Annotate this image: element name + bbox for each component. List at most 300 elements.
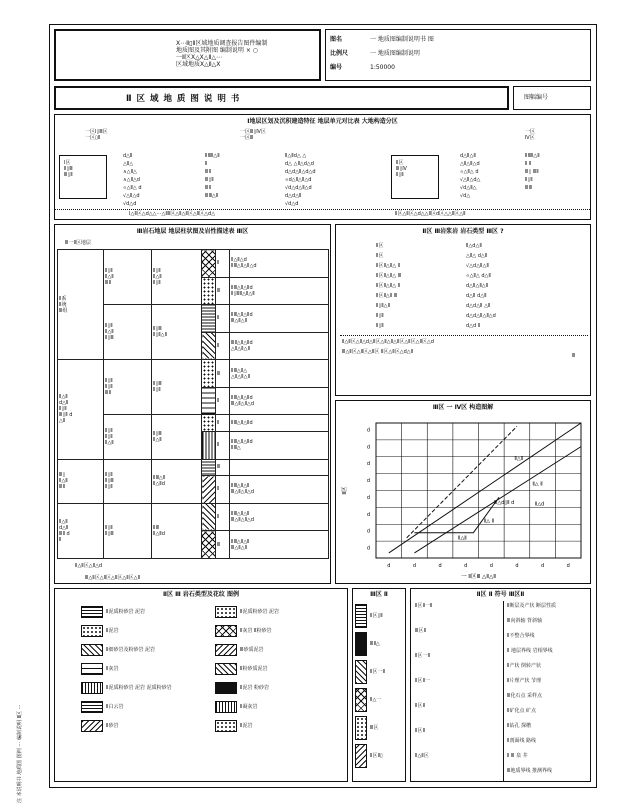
unit-code: Ⅲ: [217, 287, 221, 294]
lithology-swatch: [81, 644, 103, 656]
table-row: [58, 360, 329, 388]
col-head: 一区Ⅰ▯Ⅲ区: [85, 129, 108, 135]
legend-label: Ⅱ灰岩 Ⅱ粉砂岩: [240, 627, 272, 634]
unit-code-cell: [216, 277, 230, 305]
legend-item: [215, 659, 345, 678]
strat-title: Ⅲ岩石地层 地层柱状图及岩性描述表 Ⅲ区: [136, 228, 249, 235]
mark-description: Ⅱ钻孔 探槽: [507, 723, 532, 729]
unit-code-cell: [216, 250, 230, 278]
lithology-swatch: [215, 682, 237, 694]
strat-panel: [54, 224, 331, 584]
formation-name: Ⅱ▯Ⅱ Ⅱ▯Ⅱ ⅢⅡ: [105, 378, 113, 397]
mark-description: Ⅲ向斜轴 背斜轴: [507, 618, 543, 624]
formation-name: Ⅱ▯Ⅱ Ⅱ△Ⅱ ⅢⅡ: [105, 268, 114, 287]
unit-entry: ⅢⅢ△Ⅱ: [205, 193, 219, 199]
list-item: [376, 283, 576, 293]
unit-entry: Ⅲ▯Ⅱ: [205, 177, 214, 183]
y-tick-label: d: [366, 427, 370, 434]
col-head: 一区Ⅲ▯Ⅳ区: [240, 129, 266, 135]
lithology-pattern: [202, 387, 216, 415]
discrimination-chart: [336, 415, 592, 583]
legend-label: Ⅱ泥质粉砂岩 泥岩 泥质粉砂岩: [106, 684, 172, 691]
description-text: ⅡⅢ△Ⅱ△Ⅱ Ⅲ△Ⅱ△Ⅱ△d: [231, 511, 255, 523]
unit-entry: ∧△Ⅱ△: [123, 169, 137, 175]
description-text: ⅡⅢ△Ⅱ△ △Ⅱ△Ⅱ△Ⅱ: [231, 367, 250, 380]
member-name: Ⅱ▯Ⅲ Ⅱ▯Ⅱ: [153, 381, 162, 394]
mark-description: Ⅱ剖面线 路线: [507, 738, 537, 744]
unit-code-cell: [216, 432, 230, 460]
group-name: Ⅱ△Ⅱ d△Ⅱ ⅢⅡ d Ⅱ: [59, 518, 70, 543]
formation-cell: [104, 459, 152, 503]
legend-marks-left: [415, 603, 475, 778]
unit-code-cell: [216, 415, 230, 432]
y-tick-label: d: [366, 511, 370, 518]
lithology-swatch: [81, 682, 103, 694]
unit-code: Ⅱ: [217, 486, 220, 493]
formation-name: Ⅱ▯Ⅱ Ⅱ△Ⅱ Ⅱ▯Ⅲ: [105, 323, 114, 342]
rock-label: Ⅱ▯Ⅱ△Ⅱ: [376, 303, 390, 309]
description-cell: [230, 531, 329, 559]
lithology-pattern: [202, 432, 216, 460]
legend-symbols-title: Ⅲ区 Ⅱ: [370, 591, 388, 598]
unit-entry: Ⅱ Ⅱ: [525, 161, 532, 167]
lithology-pattern: [202, 250, 216, 278]
lithology-pattern: [202, 415, 216, 432]
header-title-block: [54, 29, 321, 81]
rock-label: Ⅱ区Ⅱ△Ⅱ△ Ⅲ: [376, 273, 402, 279]
unit-code-cell: [216, 531, 230, 559]
group-name-cell: [58, 250, 104, 360]
zone-line: Ⅰ区: [64, 160, 71, 166]
description-text: ⅡⅢ△Ⅱ△Ⅱ Ⅲ△Ⅱ△Ⅱ△d: [231, 483, 255, 496]
x-tick-label: d: [464, 563, 468, 569]
description-text: ⅡⅢ△Ⅱ△Ⅱd Ⅲ△Ⅱ△Ⅱ△d: [231, 395, 255, 408]
y-tick-label: d: [366, 528, 370, 535]
unit-code: Ⅱ: [217, 343, 220, 350]
unit-code: Ⅲ: [217, 541, 221, 548]
x-tick-label: d: [540, 563, 545, 569]
legend-marks: [410, 588, 591, 782]
unit-entry: √d△: [460, 193, 471, 199]
rock-label: Ⅱ▯Ⅱ: [376, 313, 384, 319]
member-name: Ⅱ▯Ⅲ Ⅱ△Ⅱ: [153, 431, 162, 444]
col-head: 一区▯Ⅱ: [85, 135, 101, 141]
formation-cell: [104, 305, 152, 360]
strat-sub: Ⅲ一Ⅱ区地层: [65, 240, 91, 246]
member-name: Ⅱ▯Ⅱ Ⅱ△Ⅱ Ⅱ▯Ⅱ: [153, 268, 162, 287]
description-cell: [230, 305, 329, 333]
rock-value: △Ⅱ△ d△Ⅱ: [466, 253, 488, 259]
unit-entry: d△ △Ⅱ△d△d: [285, 161, 314, 167]
legend-label: Ⅱ灰岩: [106, 665, 119, 672]
header-line: Ⅹ⋯Ⅱ▯Ⅱ区域地质调查报告图件编制: [176, 40, 268, 47]
unit-entry: √d△d: [123, 201, 137, 207]
x-tick-label: d: [489, 563, 493, 569]
formation-name: Ⅱ▯Ⅱ Ⅱ▯Ⅲ Ⅱ▯Ⅱ: [105, 472, 114, 491]
unit-entry: √d△d△Ⅱ△d: [285, 185, 312, 191]
rock-value: d△Ⅱ△Ⅱ△Ⅱ: [466, 283, 489, 289]
legend-label: Ⅱ△一: [370, 697, 382, 703]
chart-annotation: Ⅱ△Ⅱ: [458, 535, 467, 542]
mark-description: Ⅱ片理产状 节理: [507, 678, 542, 684]
legend-label: Ⅱ白云岩: [106, 703, 124, 710]
list-item: [376, 273, 576, 283]
description-text: ⅡⅢ△Ⅱ△Ⅱ Ⅲ△Ⅱ△Ⅱ: [231, 538, 250, 551]
zone-line: Ⅱ区: [396, 160, 404, 166]
y-axis-label: Ⅱ区: [342, 486, 348, 495]
legend-item: [81, 716, 211, 735]
strat-table: [57, 249, 329, 559]
rock-value: d△d△Ⅱ △Ⅱ: [466, 303, 491, 309]
legend-label: Ⅱ区一Ⅱ: [370, 669, 385, 675]
rock-value: d△Ⅱ d△Ⅱ: [466, 293, 487, 299]
description-cell: [230, 415, 329, 432]
lithology-swatch: [215, 701, 237, 713]
mark-description: Ⅲ地质界线 推测界线: [507, 768, 553, 774]
group-name-cell: [58, 459, 104, 503]
symbol-swatch: [355, 716, 367, 740]
list-item: [376, 253, 576, 263]
description-cell: [230, 250, 329, 278]
member-cell: [152, 360, 202, 415]
unit-entry: √d△d: [285, 201, 299, 207]
formation-cell: [104, 360, 152, 415]
legend-item: [81, 697, 211, 716]
zone-line: Ⅲ▯Ⅱ: [64, 172, 73, 178]
rock-label: Ⅱ区Ⅱ△Ⅱ△ Ⅱ: [376, 283, 401, 289]
unit-entry: √d△Ⅱ△: [460, 185, 477, 191]
unit-entry: ∝△Ⅱ△ d: [460, 169, 479, 175]
list-item: [376, 313, 576, 323]
unit-code-cell: [216, 360, 230, 388]
info-key: 编号: [330, 64, 343, 71]
upper-foot-left: Ⅰ△Ⅱ区△d△△⋯△ⅡⅡ区△Ⅱ△Ⅱ区△Ⅱ区△d△: [129, 211, 216, 217]
legend-lithology: [54, 588, 348, 782]
chart-panel: [335, 400, 591, 584]
unit-entry: √△Ⅱ△d△: [460, 177, 481, 183]
lithology-swatch: [215, 720, 237, 732]
lithology-swatch: [215, 644, 237, 656]
rock-title: Ⅱ区 Ⅲ岩浆岩 岩石类型 Ⅲ区 ?: [422, 228, 504, 235]
formation-cell: [104, 250, 152, 305]
legend-item: [215, 602, 345, 621]
mark-label: Ⅱ区Ⅱ: [415, 728, 425, 734]
series-line-0: [389, 423, 581, 553]
legend-marks-title: Ⅱ区 Ⅱ 符号 Ⅲ区Ⅱ: [476, 591, 525, 598]
chart-annotation: Ⅱ△ Ⅱ: [532, 481, 543, 488]
legend-item: [81, 621, 211, 640]
unit-code: Ⅱ: [217, 514, 220, 520]
unit-entry: d△d△Ⅱ△d△d: [285, 169, 316, 175]
group-name: Ⅱ系 Ⅱ统 Ⅲ组: [59, 295, 68, 314]
legend-item: [355, 602, 405, 630]
lithology-pattern: [202, 332, 216, 360]
upper-foot-right: Ⅱ区△Ⅱ区△d△△Ⅱ区d区△△Ⅱ区△Ⅱ: [395, 211, 466, 217]
unit-entry: △Ⅱ△Ⅱ△d: [460, 161, 480, 167]
description-text: ⅡⅢ△Ⅱ△Ⅱd Ⅱ▯ⅢⅡ△Ⅱ△Ⅱ: [231, 284, 255, 297]
legend-item: [215, 716, 345, 735]
chart-annotation: Ⅲ△d▯Ⅱ d: [493, 500, 515, 506]
group-name-cell: [58, 503, 104, 558]
legend-label: Ⅱ砂岩: [106, 722, 119, 729]
formation-cell: [104, 415, 152, 459]
x-axis-label: 一 Ⅱ区Ⅲ △Ⅱ△Ⅱ: [461, 574, 496, 580]
legend-item: [215, 678, 345, 697]
unit-code: Ⅱ: [217, 260, 220, 267]
header-line: 一Ⅱ区Ⅹ△Ⅹ△Ⅱ△⋯: [176, 54, 222, 61]
unit-entry: Ⅲ▯ ⅢⅡ: [525, 169, 539, 175]
unit-column-4: [460, 153, 520, 201]
legend-item: [215, 621, 345, 640]
rock-label: Ⅱ▯Ⅱ: [376, 323, 384, 329]
y-tick-label: d: [366, 494, 370, 501]
unit-code-cell: [216, 305, 230, 333]
unit-code: Ⅱ: [217, 315, 220, 322]
legend-label: Ⅱ凝灰岩: [240, 703, 258, 710]
formation-name: Ⅱ▯Ⅱ Ⅱ▯Ⅲ: [105, 524, 114, 537]
mark-description: Ⅱ断层及产状 断层性质: [507, 603, 557, 609]
legend-item: [81, 640, 211, 659]
legend-item: [215, 697, 345, 716]
col-head: Ⅳ区: [525, 135, 535, 141]
chart-title: Ⅲ区 一 Ⅳ区 构造图解: [432, 404, 494, 411]
unit-code: Ⅱ: [217, 398, 220, 405]
legend-item: [215, 640, 345, 659]
legend-label: Ⅱ粉砂质泥岩: [240, 665, 268, 672]
legend-item: [81, 659, 211, 678]
list-item: [376, 293, 576, 303]
upper-panel: [54, 114, 591, 220]
mark-description: Ⅱ不整合界线: [507, 633, 535, 639]
unit-entry: ⅢⅡ: [205, 185, 211, 191]
unit-entry: ⅢⅡ: [205, 169, 211, 175]
x-tick-label: d: [438, 563, 442, 569]
x-tick-label: d: [515, 563, 519, 569]
info-value: 一 地质图编制说明书 图: [370, 36, 434, 43]
description-cell: [230, 277, 329, 305]
unit-entry: Ⅱ△Ⅱd△ △: [285, 153, 307, 159]
description-text: ⅡⅢ△Ⅱ△Ⅱd: [231, 420, 253, 427]
legend-item: [355, 630, 405, 658]
info-value: 一 地质图编制说明: [370, 50, 420, 57]
unit-column-5: [525, 153, 580, 193]
banner-title: Ⅱ 区 域 地 质 图 说 明 书: [126, 94, 241, 104]
description-text: ⅢⅡ△Ⅱ△Ⅱd △Ⅱ△Ⅱ△Ⅱ: [231, 340, 253, 353]
legend-symbols: [352, 588, 406, 782]
banner-right-label: 图幅编号: [524, 94, 549, 101]
description-cell: [230, 332, 329, 360]
table-row: [58, 250, 329, 278]
legend-item: [355, 742, 405, 770]
mark-description: Ⅱ产状 倒转产状: [507, 663, 542, 669]
description-text: ⅡⅢ△Ⅱ△Ⅱd Ⅲ△Ⅱ△Ⅱ: [231, 312, 253, 325]
symbol-swatch: [355, 632, 367, 656]
rock-value: Ⅱ△d△Ⅱ: [466, 243, 482, 249]
member-cell: [152, 503, 202, 558]
symbol-swatch: [355, 660, 367, 684]
legend-label: Ⅲ砂质泥岩: [240, 646, 264, 653]
description-text: ⅡⅢ△Ⅱ△Ⅱd ⅡⅢ△: [231, 439, 253, 452]
lithology-pattern: [202, 503, 216, 531]
x-tick-label: d: [387, 563, 391, 569]
col-head: 一区Ⅲ: [240, 135, 254, 141]
header-line: 区域地质Ⅹ△Ⅱ△Ⅹ: [176, 61, 221, 68]
chart-annotation: Ⅱ△Ⅱ: [514, 456, 524, 463]
lithology-pattern: [202, 531, 216, 559]
rock-panel: [335, 224, 591, 396]
x-tick-label: d: [566, 563, 570, 569]
legend-item: [355, 686, 405, 714]
unit-entry: ∧△Ⅱ△d: [123, 177, 140, 183]
y-tick-label: d: [366, 478, 370, 485]
unit-column-2: [205, 153, 260, 201]
unit-entry: Ⅱ▯Ⅱ: [525, 177, 533, 183]
strat-foot-2: Ⅲ△Ⅱ区△Ⅱ区△Ⅱ区△Ⅱ区△Ⅱ: [85, 575, 140, 581]
rock-note-right: Ⅲ: [572, 353, 576, 359]
mark-description: Ⅱ Ⅲ 泉 井: [507, 753, 528, 759]
member-cell: [152, 459, 202, 503]
description-cell: [230, 459, 329, 476]
symbol-swatch: [355, 744, 367, 768]
zone-line: Ⅱ▯Ⅱ: [396, 172, 404, 178]
zone-box-b: [391, 155, 439, 199]
info-key: 图名: [330, 36, 343, 43]
rock-value: d△d Ⅱ: [466, 323, 481, 329]
description-cell: [230, 387, 329, 415]
lithology-pattern: [202, 277, 216, 305]
group-name: Ⅱ△Ⅱ d△Ⅱ Ⅱ▯Ⅱ Ⅲ▯Ⅱ d △Ⅱ: [59, 394, 73, 425]
mark-label: Ⅱ区Ⅱ一Ⅱ: [415, 603, 433, 609]
unit-entry: √△Ⅱ△d: [123, 193, 140, 199]
table-row: [58, 503, 329, 531]
lithology-swatch: [81, 720, 103, 732]
mark-label: Ⅲ区Ⅱ: [415, 628, 426, 634]
lithology-swatch: [81, 606, 103, 618]
member-name: ⅡⅢ Ⅱ△Ⅱd: [153, 524, 165, 537]
rock-list: [376, 243, 576, 333]
unit-entry: d△Ⅱ△Ⅱ: [460, 153, 476, 159]
lithology-swatch: [215, 625, 237, 637]
unit-column-1: [123, 153, 183, 209]
unit-entry: Ⅱ: [205, 161, 208, 167]
legend-label: Ⅲ区: [370, 725, 379, 731]
member-cell: [152, 250, 202, 305]
rock-label: Ⅱ区: [376, 253, 384, 259]
legend-mid-list: [355, 602, 405, 770]
unit-code-cell: [216, 503, 230, 531]
description-cell: [230, 360, 329, 388]
mark-description: Ⅲ化石点 采样点: [507, 693, 543, 699]
rock-value: d△d△Ⅱ△Ⅱ△d: [466, 313, 496, 319]
series-line-2: [407, 426, 517, 537]
legend-label: Ⅱ泥岩: [240, 722, 253, 729]
unit-entry: △Ⅱ△: [123, 161, 134, 167]
rock-label: Ⅱ区: [376, 243, 384, 249]
unit-entry: ∝d△Ⅱ△Ⅱ△d: [285, 177, 312, 183]
unit-code: Ⅱ: [217, 420, 220, 427]
unit-code-cell: [216, 332, 230, 360]
lithology-pattern: [202, 459, 216, 476]
col-head: 一区: [525, 129, 536, 135]
lithology-pattern: [202, 305, 216, 333]
unit-column-3: [285, 153, 365, 209]
list-item: [376, 243, 576, 253]
lithology-swatch: [215, 606, 237, 618]
mark-label: Ⅱ区一Ⅱ: [415, 653, 430, 659]
legend-label: Ⅱ泥岩 粉砂岩: [240, 684, 270, 691]
description-cell: [230, 476, 329, 504]
banner: [54, 86, 509, 110]
header-line: 地质图及其附图 编制说明 × ○: [176, 47, 258, 54]
group-name-cell: [58, 360, 104, 459]
legend-marks-right: [507, 603, 589, 783]
rock-value: ∝△Ⅱ△ d△Ⅱ: [466, 273, 491, 279]
lithology-pattern: [202, 476, 216, 504]
unit-code-cell: [216, 476, 230, 504]
member-cell: [152, 415, 202, 459]
unit-code: Ⅲ: [217, 464, 221, 471]
unit-code-cell: [216, 459, 230, 476]
y-tick-label: d: [366, 444, 370, 451]
list-item: [376, 323, 576, 333]
zone-line: Ⅲ▯Ⅳ: [396, 166, 407, 172]
legend-lithology-title: Ⅱ区 Ⅲ 岩石类型及花纹 图例: [163, 591, 239, 598]
member-cell: [152, 305, 202, 360]
lithology-swatch: [81, 663, 103, 675]
legend-label: Ⅱ细砂岩及粉砂岩 泥岩: [106, 646, 156, 653]
formation-cell: [104, 503, 152, 558]
table-row: [58, 459, 329, 476]
description-cell: [230, 432, 329, 460]
unit-entry: d△Ⅱ: [123, 153, 133, 159]
banner-right: [513, 86, 591, 110]
legend-label: Ⅱ泥岩: [106, 627, 119, 634]
unit-code-cell: [216, 387, 230, 415]
member-name: ⅡⅢ△Ⅱ Ⅱ△Ⅱd: [153, 475, 166, 488]
description-text: Ⅱ△Ⅱ△d ⅡⅢ△Ⅱ△Ⅱ△d: [231, 257, 257, 270]
unit-entry: ∝△Ⅱ△ d: [123, 185, 142, 191]
rock-value: √△d△Ⅱ△Ⅱ: [466, 263, 489, 269]
rock-label: Ⅱ区Ⅱ△Ⅱ△ Ⅱ: [376, 263, 401, 269]
y-tick-label: d: [366, 461, 370, 468]
legend-label: Ⅱ区Ⅱ▯: [370, 753, 383, 759]
legend-item: [81, 678, 211, 697]
legend-col-1: [81, 602, 211, 735]
side-note: 注 本说明书 地质图 图例 ⋯ 编制说明 Ⅱ区 ⋯: [17, 704, 23, 803]
strat-grid: [57, 249, 329, 559]
legend-label: Ⅱ泥质粉砂岩 泥岩: [106, 608, 146, 615]
unit-code: Ⅲ: [217, 370, 221, 377]
formation-name: Ⅱ▯Ⅱ Ⅱ▯Ⅱ Ⅱ△Ⅱ: [105, 428, 114, 447]
legend-item: [355, 714, 405, 742]
unit-entry: d△d△Ⅱ: [285, 193, 302, 199]
zone-line: Ⅱ▯Ⅲ: [64, 166, 73, 172]
member-name: Ⅱ▯Ⅲ Ⅱ▯Ⅱ△Ⅱ: [153, 326, 167, 339]
info-value: 1:50000: [370, 64, 395, 71]
unit-entry: ⅡⅢⅡ△Ⅱ: [525, 153, 540, 159]
rock-note-2: Ⅲ△Ⅱ区△Ⅱ区△Ⅱ区 Ⅱ区△Ⅱ区△d△Ⅱ: [342, 349, 414, 355]
info-key: 比例尺: [330, 50, 349, 57]
symbol-swatch: [355, 604, 367, 628]
mark-label: Ⅱ区Ⅱ: [415, 703, 425, 709]
upper-panel-title: Ⅰ地层区划及沉积建造特征 地层单元对比表 大地构造分区: [247, 118, 398, 125]
strat-foot-1: Ⅱ△Ⅱ区△Ⅱ△d: [75, 563, 103, 569]
chart-annotation: Ⅱ△d: [534, 501, 545, 508]
symbol-swatch: [355, 688, 367, 712]
description-cell: [230, 503, 329, 531]
legend-label: Ⅱ区▯Ⅱ: [370, 613, 383, 619]
lithology-swatch: [81, 625, 103, 637]
